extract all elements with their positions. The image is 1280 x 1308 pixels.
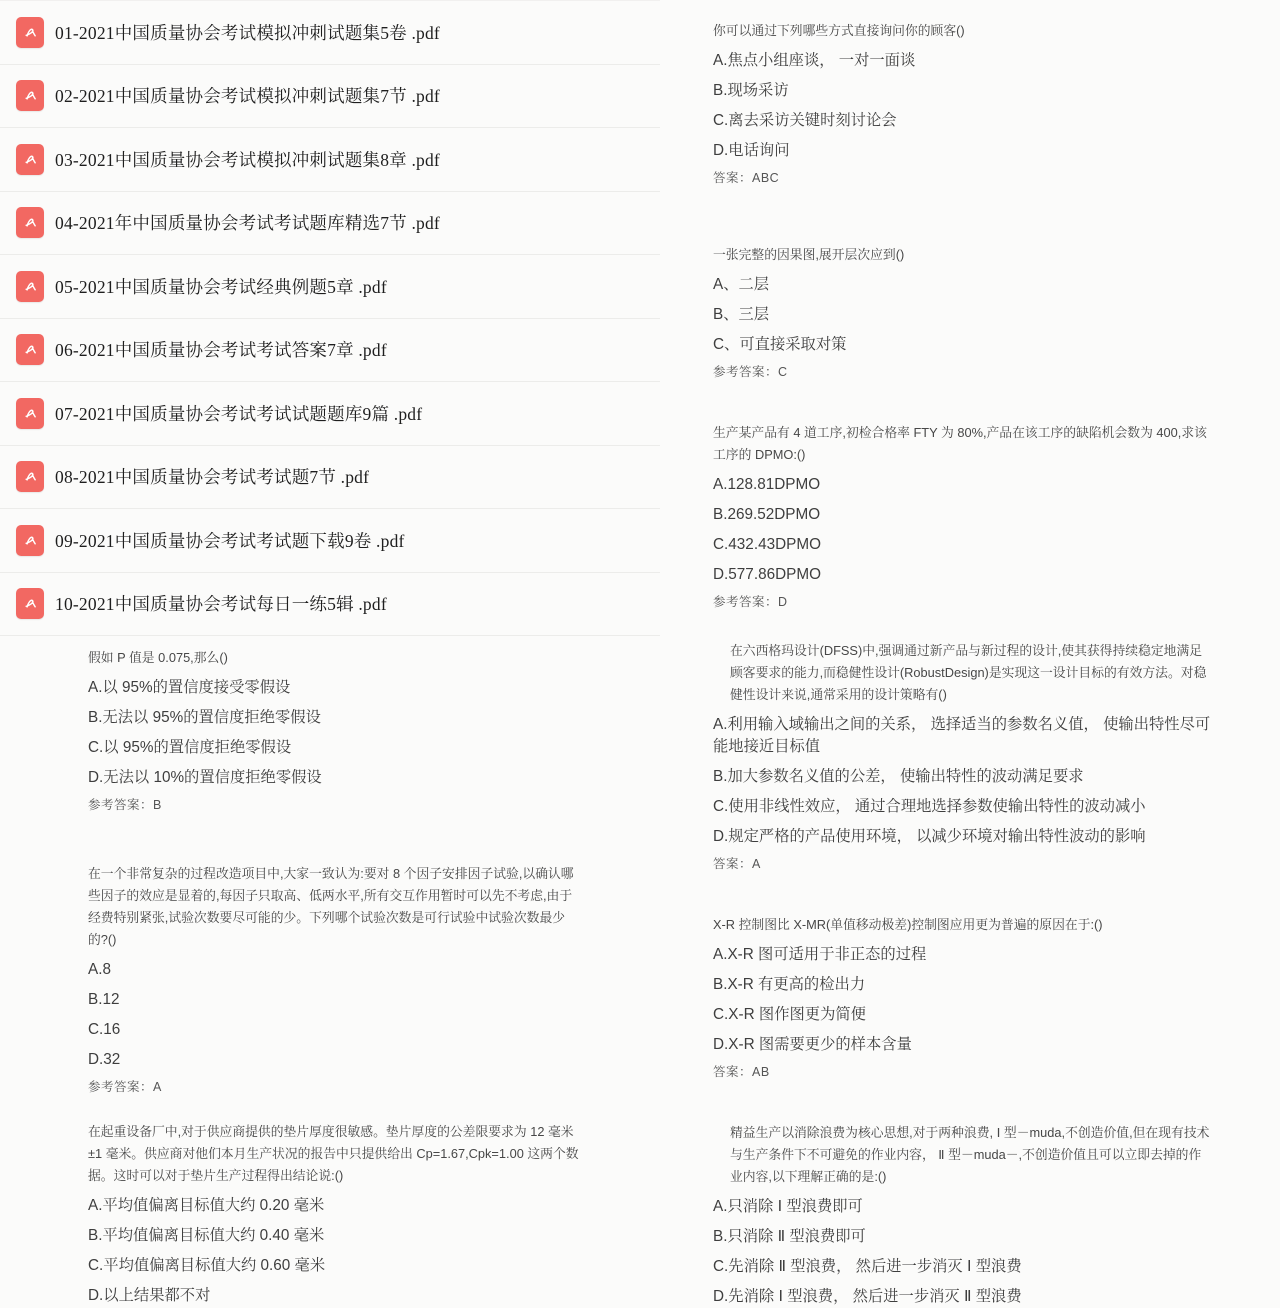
file-list-item[interactable]: [0, 65, 660, 129]
pdf-icon: [16, 525, 44, 556]
file-name: 07-2021中国质量协会考试考试试题题库9篇 .pdf: [55, 403, 423, 424]
question-block: [88, 1121, 580, 1307]
file-name: 08-2021中国质量协会考试考试题7节 .pdf: [55, 467, 370, 488]
question-stem: 生产某产品有 4 道工序,初检合格率 FTY 为 80%,产品在该工序的缺陷机会数为 400,求该工序的 DPMO:(): [713, 425, 1207, 462]
question-option: B、三层: [713, 306, 770, 323]
question-option: A、二层: [713, 276, 770, 293]
question-stem: 在起重设备厂中,对于供应商提供的垫片厚度很敏感。垫片厚度的公差限要求为 12 毫米±1 毫米。供应商对他们本月生产状况的报告中只提供给出 Cp=1.67,Cpk=1.00 这两个数据。这时可以对于垫片生产过程得出结论说:(): [88, 1124, 579, 1183]
question-option: C.使用非线性效应， 通过合理地选择参数使输出特性的波动减小: [713, 798, 1146, 815]
question-option: C.先消除 Ⅱ 型浪费， 然后进一步消灭 Ⅰ 型浪费: [713, 1258, 1022, 1275]
question-option: B.平均值偏离目标值大约 0.40 毫米: [88, 1227, 325, 1244]
pdf-icon: [16, 461, 44, 492]
file-name: 02-2021中国质量协会考试模拟冲刺试题集7节 .pdf: [55, 86, 440, 107]
question-stem: X-R 控制图比 X-MR(单值移动极差)控制图应用更为普遍的原因在于:(): [713, 917, 1103, 932]
question-option: D.以上结果都不对: [88, 1287, 211, 1304]
question-option: D.32: [88, 1051, 121, 1068]
pdf-icon: [16, 398, 44, 429]
right-question-column: [713, 20, 1213, 1308]
pdf-icon: [16, 80, 44, 111]
question-option: C.平均值偏离目标值大约 0.60 毫米: [88, 1257, 326, 1274]
question-block: [88, 863, 580, 1097]
file-name: 03-2021中国质量协会考试模拟冲刺试题集8章 .pdf: [55, 149, 440, 170]
question-option: C.X-R 图作图更为简便: [713, 1006, 866, 1023]
file-name: 05-2021中国质量协会考试经典例题5章 .pdf: [55, 276, 387, 297]
file-list-item[interactable]: [0, 509, 660, 573]
question-option: A.焦点小组座谈， 一对一面谈: [713, 52, 916, 69]
question-stem: 在一个非常复杂的过程改造项目中,大家一致认为:要对 8 个因子安排因子试验,以确认哪些因子的效应是显着的,每因子只取高、低两水平,所有交互作用暂时可以先不考虑,由于经费特别紧张,试验次数要尽可能的少。下列哪个试验次数是可行试验中试验次数最少的?(): [88, 866, 574, 947]
question-option: B.现场采访: [713, 82, 789, 99]
file-list-item[interactable]: [0, 128, 660, 192]
question-block: [713, 914, 1213, 1082]
answer-line: 答案：A: [713, 857, 761, 871]
answer-line: 答案：AB: [713, 1065, 770, 1079]
pdf-icon: [16, 588, 44, 619]
question-option: C、可直接采取对策: [713, 336, 847, 353]
question-option: C.离去采访关键时刻讨论会: [713, 112, 897, 129]
question-option: A.8: [88, 961, 111, 978]
pdf-icon: [16, 207, 44, 238]
left-question-column: [88, 647, 580, 1307]
pdf-file-list: [0, 0, 660, 636]
question-option: A.X-R 图可适用于非正态的过程: [713, 946, 927, 963]
file-name: 10-2021中国质量协会考试每日一练5辑 .pdf: [55, 594, 387, 615]
pdf-icon: [16, 271, 44, 302]
question-option: C.以 95%的置信度拒绝零假设: [88, 739, 292, 756]
question-option: D.577.86DPMO: [713, 566, 821, 583]
question-option: D.电话询问: [713, 142, 790, 159]
question-option: C.16: [88, 1021, 121, 1038]
question-stem: 假如 P 值是 0.075,那么(): [88, 650, 228, 665]
pdf-icon: [16, 17, 44, 48]
file-list-item[interactable]: [0, 446, 660, 510]
question-option: A.平均值偏离目标值大约 0.20 毫米: [88, 1197, 325, 1214]
question-stem: 一张完整的因果图,展开层次应到(): [713, 247, 905, 262]
file-list-item[interactable]: [0, 573, 660, 637]
file-list-item[interactable]: [0, 192, 660, 256]
question-option: D.规定严格的产品使用环境， 以减少环境对输出特性波动的影响: [713, 828, 1146, 845]
file-list-item[interactable]: [0, 255, 660, 319]
file-name: 06-2021中国质量协会考试考试答案7章 .pdf: [55, 340, 387, 361]
file-name: 09-2021中国质量协会考试考试题下载9卷 .pdf: [55, 530, 405, 551]
question-option: B.X-R 有更高的检出力: [713, 976, 866, 993]
question-option: D.无法以 10%的置信度拒绝零假设: [88, 769, 322, 786]
question-option: B.269.52DPMO: [713, 506, 821, 523]
pdf-icon: [16, 144, 44, 175]
question-stem: 精益生产以消除浪费为核心思想,对于两种浪费, Ⅰ 型－muda,不创造价值,但在现有技术与生产条件下不可避免的作业内容， Ⅱ 型－muda－,不创造价值且可以立即去掉的作业内容,以下理解正确的是:(): [730, 1125, 1210, 1184]
question-option: C.432.43DPMO: [713, 536, 821, 553]
answer-line: 参考答案：D: [713, 595, 788, 609]
question-stem: 在六西格玛设计(DFSS)中,强调通过新产品与新过程的设计,使其获得持续稳定地满足顾客要求的能力,而稳健性设计(RobustDesign)是实现这一设计目标的有效方法。对稳健性设计来说,通常采用的设计策略有(): [730, 643, 1207, 702]
question-option: B.无法以 95%的置信度拒绝零假设: [88, 709, 321, 726]
question-option: D.X-R 图需要更少的样本含量: [713, 1036, 912, 1053]
answer-line: 参考答案：B: [88, 798, 162, 812]
question-option: A.128.81DPMO: [713, 476, 821, 493]
file-list-item[interactable]: [0, 382, 660, 446]
question-block: [713, 244, 1213, 382]
question-block: [713, 20, 1213, 188]
pdf-icon: [16, 334, 44, 365]
question-block: [713, 640, 1213, 874]
file-list-item[interactable]: [0, 319, 660, 383]
question-option: A.利用输入域输出之间的关系， 选择适当的参数名义值， 使输出特性尽可能地接近目标值: [713, 716, 1211, 755]
answer-line: 参考答案：C: [713, 365, 788, 379]
file-list-item[interactable]: [0, 1, 660, 65]
file-name: 04-2021年中国质量协会考试考试题库精选7节 .pdf: [55, 213, 440, 234]
question-block: [713, 1122, 1213, 1308]
question-stem: 你可以通过下列哪些方式直接询问你的顾客(): [713, 23, 965, 38]
question-block: [88, 647, 580, 815]
question-option: B.加大参数名义值的公差， 使输出特性的波动满足要求: [713, 768, 1084, 785]
question-option: B.只消除 Ⅱ 型浪费即可: [713, 1228, 866, 1245]
question-option: A.只消除 Ⅰ 型浪费即可: [713, 1198, 863, 1215]
question-option: A.以 95%的置信度接受零假设: [88, 679, 291, 696]
question-block: [713, 422, 1213, 612]
question-option: D.先消除 Ⅰ 型浪费， 然后进一步消灭 Ⅱ 型浪费: [713, 1288, 1022, 1305]
file-name: 01-2021中国质量协会考试模拟冲刺试题集5卷 .pdf: [55, 22, 440, 43]
answer-line: 答案：ABC: [713, 171, 780, 185]
question-option: B.12: [88, 991, 120, 1008]
answer-line: 参考答案：A: [88, 1080, 162, 1094]
